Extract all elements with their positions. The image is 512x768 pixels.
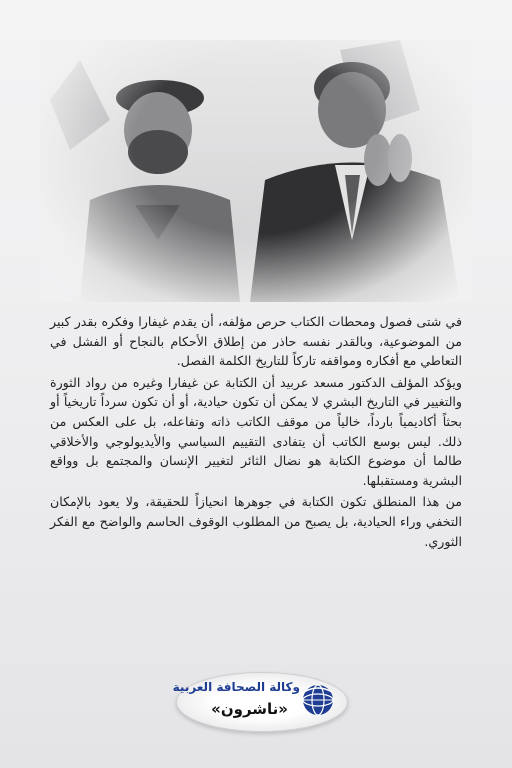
publisher-subtitle: «ناشرون» xyxy=(211,700,288,718)
globe-icon xyxy=(300,682,336,718)
blurb-text xyxy=(50,312,462,553)
publisher-name: وكالة الصحافة العربية xyxy=(172,680,300,694)
paragraph-3: من هذا المنطلق تكون الكتابة في جوهرها انحيازاً للحقيقة، ولا يعود بالإمكان التخفي وراء الحيادية، بل يصبح من المطلوب الوقوف الحاسم والواضح مع الفكر الثوري. xyxy=(50,494,462,549)
cover-photo xyxy=(40,40,472,302)
publisher-logo xyxy=(172,672,346,730)
paragraph-1: في شتى فصول ومحطات الكتاب حرص مؤلفه، أن يقدم غيفارا وفكره بقدر كبير من الموضوعية، وبالقدر نفسه حاذر من إطلاق الأحكام بالنجاح أو الفشل في التعاطي مع أفكاره ومواقفه تاركاً للتاريخ الكلمة الفصل. xyxy=(50,314,462,369)
paragraph-2: ويؤكد المؤلف الدكتور مسعد عربيد أن الكتابة عن غيفارا وغيره من رواد الثورة والتغيير في التاريخ البشري لا يمكن أن تكون حيادية، أو أن تكون سرداً تاريخياً أو بحثاً أكاديمياً بارداً، خالياً من موقف الكاتب ذاته وتفاعله، بل على العكس من ذلك. ليس بوسع الكاتب أن يتفادى التقييم السياسي والأيديولوجي والأخلاقي طالما أن موضوع الكتابة هو نضال الثائر لتغيير الإنسان والمجتمع بل وواقع البشرية ومستقبلها. xyxy=(50,374,462,488)
portrait-photo-icon xyxy=(40,40,472,302)
